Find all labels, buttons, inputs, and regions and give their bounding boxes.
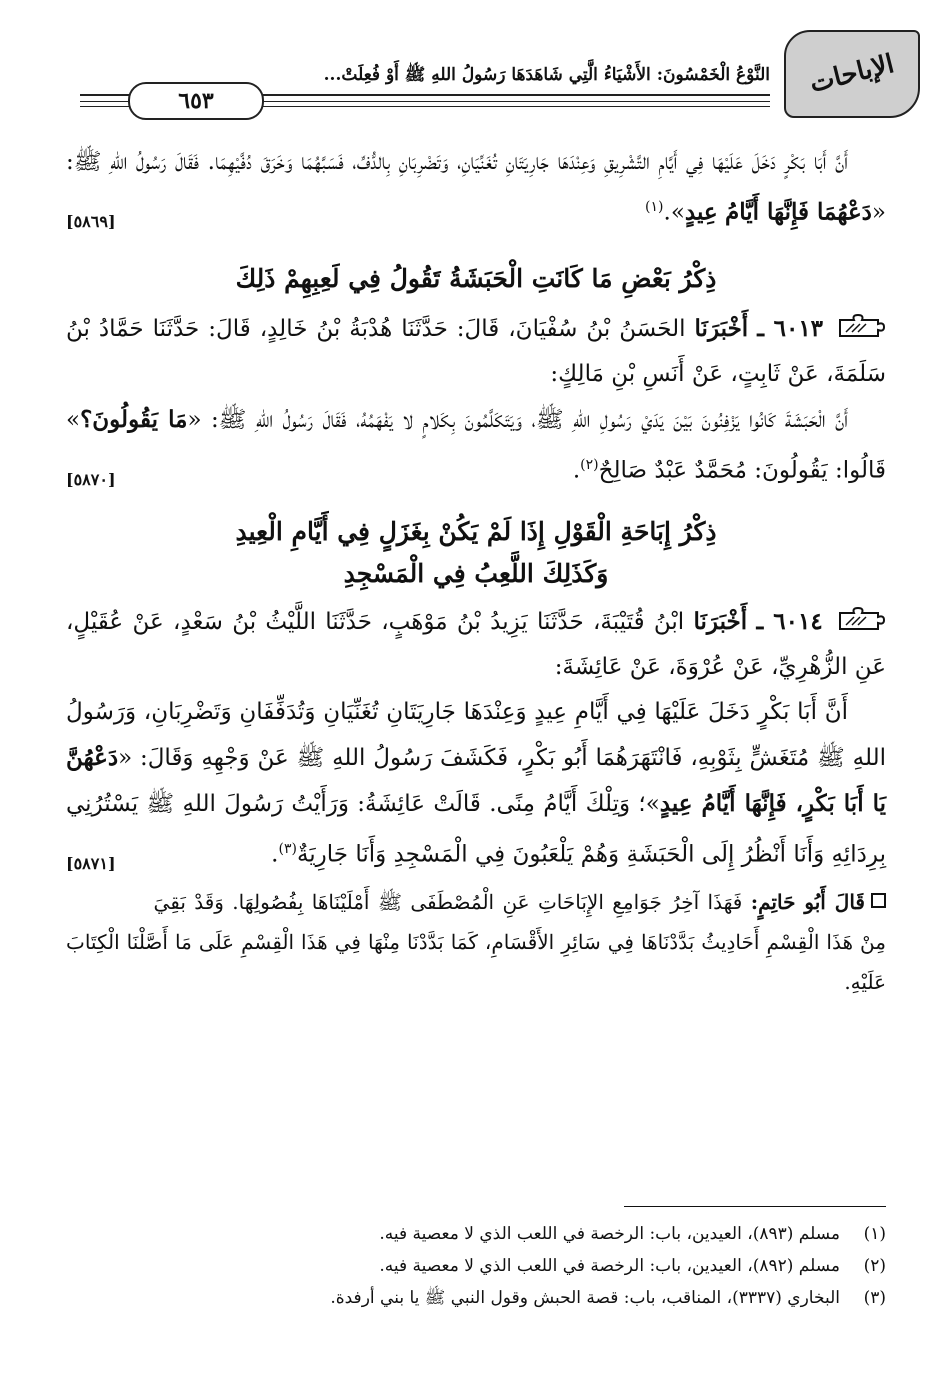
- footnotes: [80, 1218, 886, 1314]
- running-title: النَّوْعُ الْخَمْسُونَ: الأَشْيَاءُ الَّتِي شَاهَدَهَا رَسُولُ اللهِ ﷺ أَوْ فُعِلَتْ...: [323, 65, 770, 85]
- page-number: ٦٥٣: [128, 82, 264, 120]
- footnote-marker[interactable]: (٢): [580, 456, 599, 473]
- text-run: »؛ وَتِلْكَ أَيَّامُ مِنًى. قَالَتْ عَائِشَةُ: وَرَأَيْتُ رَسُولَ اللهِ ﷺ يَسْتُرُنِي بِرِدَائِهِ وَأَنَا أَنْظُرُ إِلَى الْحَبَشَةِ وَهُمْ يَلْعَبُونَ فِي الْمَسْجِدِ وَأَنَا جَارِيَةٌ: [66, 791, 886, 868]
- prophet-quote: دَعْهُمَا فَإِنَّهَا أَيَّامُ: [724, 198, 872, 226]
- isnad-text: الحَسَنُ بْنُ سُفْيَانَ، قَالَ: حَدَّثَنَا هُدْبَةُ بْنُ خَالِدٍ، قَالَ: حَدَّثَنَا حَمَّادُ بْنُ سَلَمَةَ، عَنْ ثَابِتٍ، عَنْ أَنَسِ بْنِ مَالِكٍ:: [66, 315, 886, 387]
- footnote-item: [80, 1282, 886, 1314]
- narration-word: أَخْبَرَنَا: [694, 314, 749, 342]
- section-badge-label: الإباحات: [806, 49, 898, 99]
- hadith-reference: [٥٨٧٠]: [66, 469, 116, 489]
- paragraph-5870: [66, 397, 886, 494]
- footnote-divider: [624, 1206, 886, 1207]
- narration-word: أَخْبَرَنَا: [693, 608, 748, 636]
- section-heading: ذِكْرُ إِبَاحَةِ الْقَوْلِ إِذَا لَمْ يَكُنْ بِغَزَلٍ فِي أَيَّامِ الْعِيدِ: [235, 517, 717, 547]
- section-heading-line2: وَكَذَلِكَ اللَّعِبُ فِي الْمَسْجِدِ: [343, 559, 609, 589]
- footnote-number: (٢): [863, 1256, 886, 1276]
- hadith-6014-isnad: [66, 599, 886, 690]
- hadith-number: ٦٠١٣ ـ: [757, 314, 824, 342]
- footnote-number: (١): [863, 1224, 886, 1244]
- text-run: ».: [663, 199, 685, 226]
- footnote-marker[interactable]: (٣): [278, 841, 297, 858]
- page-header: [80, 30, 920, 120]
- hadith-number: ٦٠١٤ ـ: [756, 608, 823, 636]
- prophet-quote: دَعْهُنَّ يَا أَبَا بَكْرٍ، فَإِنَّهَا أَيَّامُ عِيدٍ: [66, 744, 886, 818]
- puzzle-piece-icon: [838, 607, 886, 633]
- footnote-item: [80, 1250, 886, 1282]
- puzzle-piece-icon: [838, 314, 886, 340]
- prophet-quote: عِيدٍ: [684, 198, 718, 226]
- square-bullet-icon: [871, 893, 886, 908]
- hadith-6013-isnad: [66, 306, 886, 397]
- paragraph-5871: [66, 690, 886, 878]
- prophet-quote: مَا يَقُولُونَ؟: [80, 405, 188, 433]
- paragraph-5869: [66, 140, 886, 236]
- footnote-number: (٣): [863, 1288, 886, 1308]
- footnote-text: مسلم (٨٩٣)، العيدين، باب: الرخصة في اللعب الذي لا معصية فيه.: [379, 1224, 840, 1244]
- text-run: » قَالُوا: يَقُولُونَ: مُحَمَّدٌ عَبْدٌ صَالِحٌ: [66, 406, 886, 484]
- text-run: أَنَّ أَبَا بَكْرٍ دَخَلَ عَلَيْهَا فِي أَيَّامِ عِيدٍ وَعِنْدَهَا جَارِيَتَانِ تُغَنِّيَانِ وَتُدَفِّفَانِ وَتَضْرِبَانِ، وَرَسُولُ اللهِ ﷺ مُتَغَشٍّ بِثَوْبِهِ، فَانْتَهَرَهُمَا أَبُو بَكْرٍ، فَكَشَفَ رَسُولُ اللهِ ﷺ عَنْ وَجْهِهِ وَقَالَ: «: [66, 699, 886, 772]
- text-run: أَنَّ أَبَا بَكْرٍ دَخَلَ عَلَيْهَا فِي أَيَّامِ التَّشْرِيقِ وَعِنْدَهَا جَارِيَتَانِ تُغَنِّيَانِ، وَتَضْرِبَانِ: [398, 149, 848, 175]
- main-text: [66, 140, 886, 1002]
- text-run: بِالدُّفِّ، فَسَبَّهُمَا وَخَرَقَ دُفَّيْهِمَا. فَقَالَ رَسُولُ اللهِ ﷺ: «: [66, 149, 886, 226]
- text-run: .: [572, 457, 581, 484]
- commentator-label: قَالَ أَبُو حَاتِمٍ:: [750, 889, 865, 914]
- footnote-item: [80, 1218, 886, 1250]
- footnote-marker[interactable]: (١): [645, 199, 664, 215]
- footnote-text: مسلم (٨٩٢)، العيدين، باب: الرخصة في اللعب الذي لا معصية فيه.: [379, 1256, 840, 1276]
- footnote-text: البخاري (٣٣٣٧)، المناقب، باب: قصة الحبش وقول النبي ﷺ يا بني أرفدة.: [330, 1288, 840, 1308]
- section-heading: ذِكْرُ بَعْضِ مَا كَانَتِ الْحَبَشَةُ تَقُولُ فِي لَعِبِهِمْ ذَلِكَ: [235, 263, 717, 293]
- puzzle-badge-icon: [784, 30, 920, 118]
- comment-text: فَهَذَا آخِرُ جَوَامِعِ الإِبَاحَاتِ عَنِ الْمُصْطَفَى ﷺ أَمْلَيْنَاهَا بِفُصُولِهَا. وَقَدْ بَقِيَ مِنْ هَذَا الْقِسْمِ أَحَادِيثُ بَدَّدْنَاهَا فِي سَائِرِ الأَقْسَامِ، كَمَا بَدَّدْنَا مِنْهَا فِي هَذَا الْقِسْمِ عَلَى مَا أَصَّلْنَا الْكِتَابَ عَلَيْهِ.: [66, 889, 886, 994]
- isnad-text: ابْنُ قُتَيْبَةَ، حَدَّثَنَا يَزِيدُ بْنُ مَوْهَبٍ، حَدَّثَنَا اللَّيْثُ بْنُ سَعْدٍ، عَنْ عُقَيْلٍ، عَنِ الزُّهْرِيِّ، عَنْ عُرْوَةَ، عَنْ عَائِشَةَ:: [66, 609, 886, 681]
- hadith-reference: [٥٨٦٩]: [66, 212, 116, 231]
- hadith-reference: [٥٨٧١]: [66, 854, 116, 874]
- text-run: أَنَّ الْحَبَشَةَ كَانُوا يَزْفِنُونَ بَيْنَ يَدَيْ رَسُولِ اللهِ ﷺ، وَيَتَكَلَّمُونَ بِكَلامٍ لا يَفْهَمُهُ، فَقَالَ رَسُولُ اللهِ ﷺ: «: [187, 406, 848, 433]
- abu-hatim-comment: [66, 882, 886, 1002]
- text-run: .: [271, 841, 279, 868]
